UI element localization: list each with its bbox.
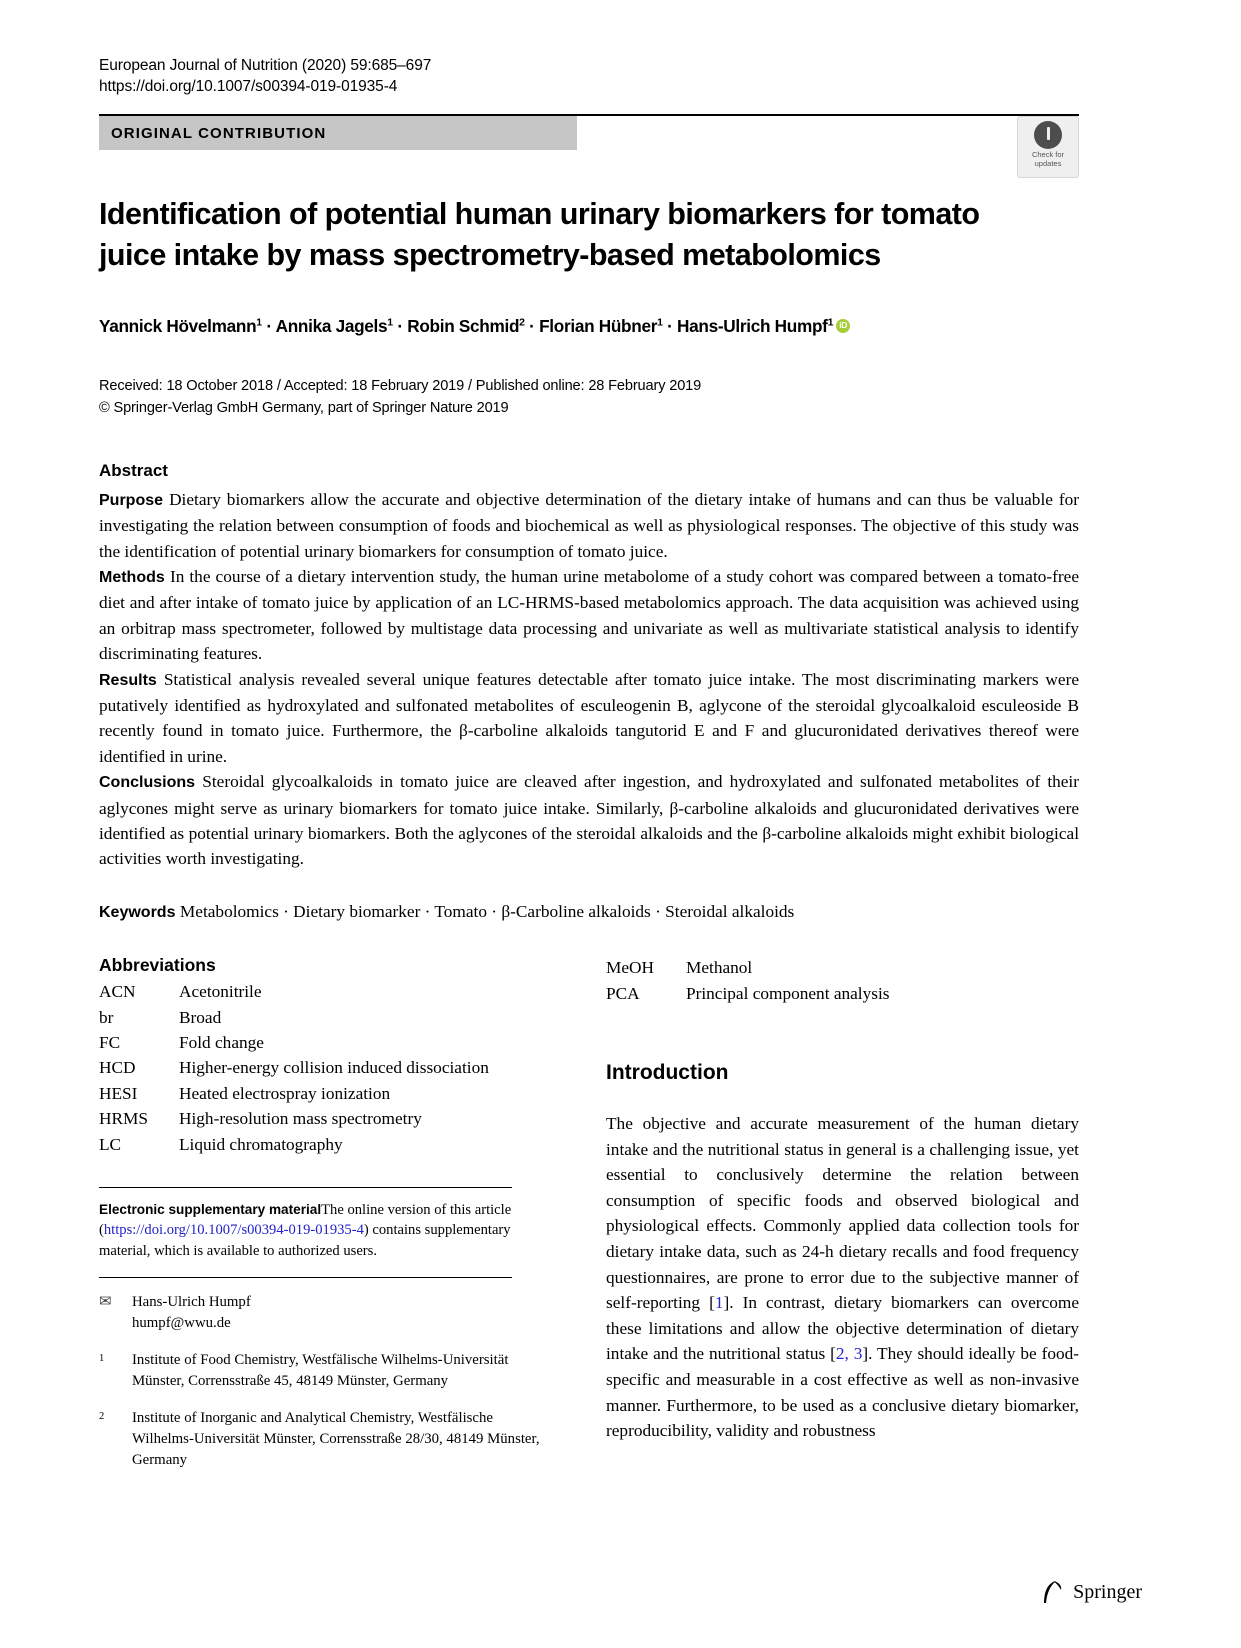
abbreviation-key: LC bbox=[99, 1134, 122, 1154]
abbreviation-key: HRMS bbox=[99, 1109, 148, 1129]
affiliation bbox=[99, 1408, 572, 1471]
orcid-icon[interactable] bbox=[836, 319, 850, 333]
supplementary-label: Electronic supplementary material bbox=[99, 1202, 322, 1218]
author-affiliation-marker: 1 bbox=[387, 316, 393, 328]
intro-text-part2: ]. In contrast, dietary biomarkers can overcome these limitations and allow the objective determination of dietary intake and the nutritional status [ bbox=[606, 1293, 1079, 1364]
abbreviation-key: PCA bbox=[606, 983, 640, 1003]
springer-label: Springer bbox=[1073, 1580, 1142, 1603]
abbreviations-table-right bbox=[606, 955, 890, 1006]
abstract-section-label: Results bbox=[99, 671, 157, 689]
abstract-section-text: In the course of a dietary intervention study, the human urine metabolome of a study cohort was compared between a tomato-free diet and after intake of tomato juice by application of an LC-HRMS-based metabolomics approach. The data acquisition was achieved using an orbitrap mass spectrometer, followed by multistage data processing and univariate as well as multivariate statistical analysis to identify discriminating features. bbox=[99, 566, 1080, 664]
abbreviation-value: Heated electrospray ionization bbox=[179, 1083, 391, 1103]
author-affiliation-marker: 1 bbox=[657, 316, 663, 328]
author-separator: · bbox=[662, 315, 678, 336]
author-name[interactable]: Yannick Hövelmann bbox=[99, 315, 257, 336]
abstract-section bbox=[99, 564, 1079, 667]
abbreviation-value: Methanol bbox=[686, 958, 753, 978]
springer-footer bbox=[1041, 1579, 1142, 1605]
contact-divider bbox=[99, 1277, 512, 1278]
copyright-line: © Springer-Verlag GmbH Germany, part of Springer Nature 2019 bbox=[99, 399, 509, 416]
abstract-section bbox=[99, 667, 1079, 770]
corresponding-author-name: Hans-Ulrich Humpf bbox=[132, 1294, 251, 1311]
abbreviation-value: Broad bbox=[179, 1007, 222, 1027]
abbreviation-row bbox=[99, 1106, 489, 1131]
abbreviation-row bbox=[606, 955, 890, 980]
abbreviation-value: Principal component analysis bbox=[686, 983, 890, 1003]
citation-ref-1[interactable]: 1 bbox=[714, 1293, 724, 1313]
keywords-text: Metabolomics · Dietary biomarker · Tomato · β-Carboline alkaloids · Steroidal alkaloids bbox=[179, 901, 795, 921]
introduction-heading: Introduction bbox=[606, 1061, 729, 1085]
page-content bbox=[99, 55, 1079, 1471]
author-name[interactable]: Florian Hübner bbox=[539, 315, 658, 336]
abstract-section-text: Steroidal glycoalkaloids in tomato juice are cleaved after ingestion, and hydroxylated and sulfonated metabolites of their aglycones might serve as urinary biomarkers for tomato juice intake. Similarly, β-carboline alkaloids and glucuronidated derivatives were identified as potential urinary biomarkers. Both the aglycones of the steroidal alkaloids and the β-carboline alkaloids might exhibit biological activities worth investigating. bbox=[99, 772, 1079, 869]
supplementary-text-before: The online version of this article ( bbox=[99, 1202, 512, 1239]
author-name[interactable]: Hans-Ulrich Humpf bbox=[677, 315, 828, 336]
citation-ref-2-3[interactable]: 2, 3 bbox=[835, 1344, 863, 1364]
abbreviation-row bbox=[99, 979, 489, 1004]
affiliation bbox=[99, 1350, 572, 1392]
author-name[interactable]: Annika Jagels bbox=[275, 315, 388, 336]
abstract-body bbox=[99, 487, 1079, 872]
author-separator: · bbox=[524, 315, 540, 336]
supplementary-doi-link[interactable]: https://doi.org/10.1007/s00394-019-01935-4 bbox=[103, 1222, 364, 1239]
supplementary-material-note bbox=[99, 1200, 549, 1261]
footnote-divider bbox=[99, 1187, 512, 1188]
left-column bbox=[99, 955, 572, 1471]
abstract-section-text: Dietary biomarkers allow the accurate and objective determination of the dietary intake of humans and can thus be valuable for investigating the relation between consumption of foods and biochemical as well as physiological responses. The objective of this study was the identification of potential urinary biomarkers for consumption of tomato juice. bbox=[99, 489, 1079, 561]
abbreviation-key: HESI bbox=[99, 1083, 138, 1103]
abbreviation-key: HCD bbox=[99, 1058, 136, 1078]
keywords-label: Keywords bbox=[99, 903, 176, 921]
crossmark-icon bbox=[1034, 121, 1062, 149]
abstract-section-text: Statistical analysis revealed several unique features detectable after tomato juice intake. The most discriminating markers were putatively identified as hydroxylated and sulfonated metabolites of esculeogenin B, aglycone of the steroidal glycoalkaloid esculeoside B recently found in tomato juice. Furthermore, the β-carboline alkaloids tangutorid E and F and glucuronidated derivatives thereof were identified in urine. bbox=[99, 669, 1079, 766]
abbreviation-row bbox=[606, 981, 890, 1006]
journal-citation: European Journal of Nutrition (2020) 59:685–697 bbox=[99, 57, 432, 74]
abstract-section bbox=[99, 769, 1079, 872]
author-affiliation-marker: 1 bbox=[256, 316, 262, 328]
abbreviation-row bbox=[99, 1055, 489, 1080]
abbreviation-key: br bbox=[99, 1007, 114, 1027]
abbreviation-value: Acetonitrile bbox=[179, 982, 262, 1002]
corresponding-author bbox=[99, 1292, 572, 1334]
springer-logo-icon bbox=[1041, 1579, 1065, 1605]
abbreviation-value: Liquid chromatography bbox=[179, 1134, 343, 1154]
abbreviation-row bbox=[99, 1030, 489, 1055]
crossmark-line1: Check for bbox=[1031, 150, 1065, 159]
article-type-row bbox=[99, 116, 1079, 168]
abbreviation-value: Higher-energy collision induced dissociation bbox=[179, 1058, 489, 1078]
publication-dates bbox=[99, 375, 1079, 419]
abstract-heading: Abstract bbox=[99, 460, 168, 480]
check-for-updates-badge[interactable] bbox=[1017, 116, 1079, 178]
intro-text-part1: The objective and accurate measurement of the human dietary intake and the nutritional status in general is a challenging issue, yet essential to conclusively determine the relation between consumption of specific foods and observed biological and physiological effects. Commonly applied data collection tools for dietary intake data, such as 24-h dietary recalls and food frequency questionnaires, are prone to error due to the subjective manner of self-reporting [ bbox=[606, 1114, 1079, 1313]
affiliation-number: 1 bbox=[99, 1353, 105, 1365]
affiliation-text: Institute of Inorganic and Analytical Chemistry, Westfälische Wilhelms-Universität Münster, Corrensstraße 28/30, 48149 Münster, Germany bbox=[132, 1410, 540, 1469]
corresponding-author-details bbox=[132, 1292, 251, 1334]
abbreviations-table-left bbox=[99, 979, 489, 1157]
author-affiliation-marker: 2 bbox=[519, 316, 525, 328]
abbreviation-row bbox=[99, 1005, 489, 1030]
crossmark-line2: updates bbox=[1034, 159, 1062, 168]
right-column bbox=[606, 955, 1079, 1471]
page-title: Identification of potential human urinary biomarkers for tomato juice intake by mass spectrometry-based metabolomics bbox=[99, 197, 980, 272]
abstract-section bbox=[99, 487, 1079, 564]
keywords bbox=[99, 899, 1079, 925]
journal-doi[interactable]: https://doi.org/10.1007/s00394-019-01935-4 bbox=[99, 78, 398, 95]
abbreviation-value: High-resolution mass spectrometry bbox=[179, 1109, 422, 1129]
supplementary-text-after: ) contains supplementary material, which is available to authorized users. bbox=[99, 1222, 511, 1259]
article-type-band bbox=[99, 116, 577, 150]
article-type-label: ORIGINAL CONTRIBUTION bbox=[111, 124, 327, 142]
author-affiliation-marker: 1 bbox=[827, 316, 834, 328]
author-name[interactable]: Robin Schmid bbox=[407, 315, 520, 336]
affiliation-number: 2 bbox=[99, 1411, 105, 1423]
abstract-section-label: Purpose bbox=[99, 491, 164, 509]
abbreviation-key: MeOH bbox=[606, 958, 654, 978]
abstract-section-label: Methods bbox=[99, 568, 165, 586]
affiliation-text: Institute of Food Chemistry, Westfälische Wilhelms-Universität Münster, Corrensstraße 45, 48149 Münster, Germany bbox=[132, 1352, 509, 1390]
two-column-region bbox=[99, 955, 1079, 1471]
introduction-paragraph bbox=[606, 1111, 1079, 1444]
journal-header bbox=[99, 55, 1079, 97]
received-accepted-line: Received: 18 October 2018 / Accepted: 18 February 2019 / Published online: 28 February 2019 bbox=[99, 377, 702, 394]
abbreviations-heading: Abbreviations bbox=[99, 955, 216, 976]
author-list bbox=[99, 310, 1079, 338]
author-separator: · bbox=[261, 315, 276, 336]
abbreviation-key: ACN bbox=[99, 982, 136, 1002]
abbreviation-value: Fold change bbox=[179, 1033, 264, 1053]
abbreviation-row bbox=[99, 1132, 489, 1157]
envelope-icon: ✉ bbox=[99, 1294, 112, 1311]
corresponding-author-email[interactable]: humpf@wwu.de bbox=[132, 1315, 231, 1332]
author-separator: · bbox=[392, 315, 408, 336]
abstract-section-label: Conclusions bbox=[99, 774, 196, 792]
abbreviation-row bbox=[99, 1081, 489, 1106]
intro-text-part3: ]. They should ideally be food-specific and measurable in a cost effective as well as non-invasive manner. Furthermore, to be used as a conclusive dietary biomarker, reproducibility, validity and robustness bbox=[606, 1344, 1079, 1441]
abbreviation-key: FC bbox=[99, 1033, 121, 1053]
